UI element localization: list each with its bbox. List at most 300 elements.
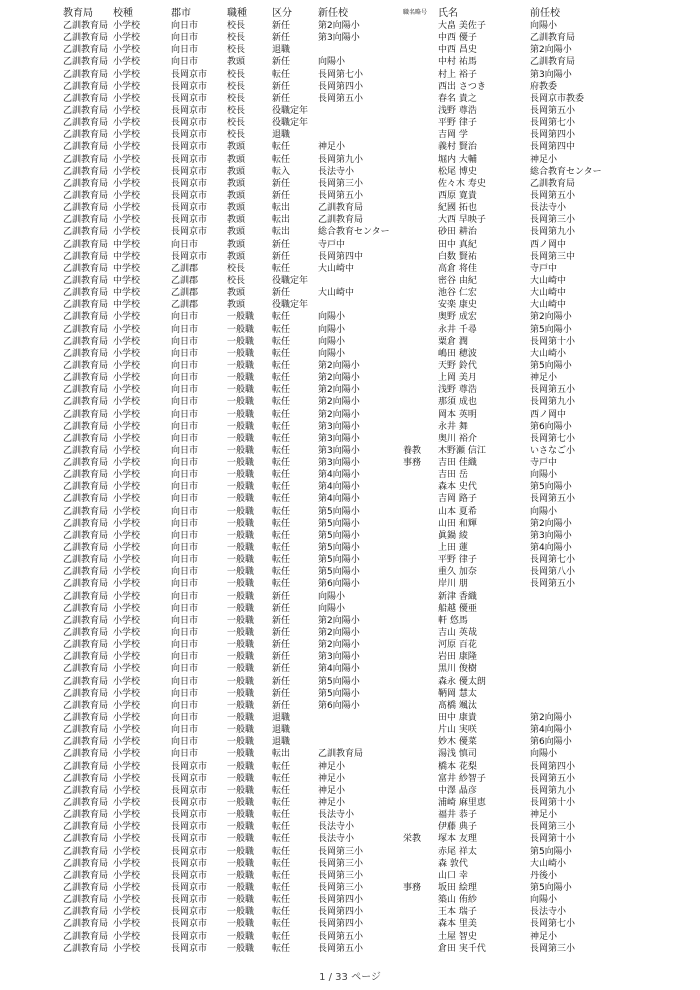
cell-position: 一般職 [227,615,255,626]
cell-category: 転任 [272,846,291,857]
cell-new-school: 第2向陽小 [318,640,360,651]
cell-new-school: 長岡第三小 [318,846,364,857]
table-row [0,688,700,700]
cell-bureau: 乙訓教育局 [63,421,109,432]
table-row [0,44,700,56]
cell-bureau: 乙訓教育局 [63,45,109,56]
cell-position: 一般職 [227,688,255,699]
cell-city: 長岡京市 [171,895,208,906]
cell-bureau: 乙訓教育局 [63,458,109,469]
cell-previous-school: 長岡第五小 [530,105,576,116]
cell-category: 転任 [272,385,291,396]
cell-previous-school: 総合教育センター [530,166,602,177]
cell-previous-school: 長岡第七小 [530,118,576,129]
cell-position: 教頭 [227,142,246,153]
cell-previous-school: 長岡第十小 [530,798,576,808]
cell-category: 転出 [272,749,291,760]
cell-position: 一般職 [227,555,255,566]
table-row [0,324,700,336]
table-row [0,554,700,566]
table-row [0,348,700,360]
cell-position: 一般職 [227,652,255,663]
table-row [0,178,700,190]
cell-new-school: 向陽小 [318,324,346,335]
cell-name: 天野 鈴代 [438,360,477,371]
table-row [0,712,700,724]
cell-new-school: 第2向陽小 [318,397,360,408]
cell-bureau: 乙訓教育局 [63,785,109,796]
cell-name: 河原 百花 [438,640,477,651]
cell-name: 浦崎 麻里恵 [438,798,486,808]
table-row [0,506,700,518]
cell-category: 転任 [272,433,291,444]
cell-position: 一般職 [227,676,255,687]
cell-new-school: 向陽小 [318,591,346,602]
cell-category: 転任 [272,919,291,930]
cell-city: 向日市 [171,615,199,626]
cell-bureau: 乙訓教育局 [63,943,109,954]
cell-previous-school: 長岡第九小 [530,397,576,408]
cell-bureau: 乙訓教育局 [63,882,109,893]
cell-new-school: 第5向陽小 [318,676,360,687]
table-row [0,433,700,445]
table-row [0,615,700,627]
cell-school-type: 小学校 [113,713,141,724]
cell-previous-school: 長岡第五小 [530,579,576,590]
cell-new-school: 長岡第四小 [318,895,364,906]
cell-name: 吉田 佳織 [438,458,477,469]
cell-bureau: 乙訓教育局 [63,203,109,214]
cell-name: 山本 夏希 [438,506,477,517]
cell-category: 転任 [272,931,291,942]
cell-bureau: 乙訓教育局 [63,822,109,833]
cell-name: 山田 和輝 [438,518,477,529]
cell-name: 吉田 岳 [438,470,468,481]
cell-school-type: 小学校 [113,822,141,833]
cell-city: 向日市 [171,530,199,541]
cell-position: 一般職 [227,713,255,724]
cell-bureau: 乙訓教育局 [63,385,109,396]
cell-bureau: 乙訓教育局 [63,360,109,371]
cell-school-type: 小学校 [113,57,141,68]
cell-previous-school: 第2向陽小 [530,45,572,56]
table-row [0,846,700,858]
cell-bureau: 乙訓教育局 [63,324,109,335]
cell-position: 校長 [227,275,246,286]
cell-category: 転任 [272,373,291,384]
cell-position: 一般職 [227,506,255,517]
cell-school-type: 小学校 [113,725,141,736]
cell-city: 向日市 [171,567,199,578]
cell-category: 新任 [272,178,291,189]
cell-school-type: 小学校 [113,858,141,869]
cell-school-type: 小学校 [113,676,141,687]
cell-city: 長岡京市 [171,943,208,954]
cell-previous-school: 神足小 [530,810,558,821]
cell-name: 山口 幸 [438,870,468,881]
cell-name: 福井 恭子 [438,810,477,821]
cell-school-type: 小学校 [113,69,141,80]
cell-city: 長岡京市 [171,154,208,165]
cell-name: 中村 祐馬 [438,57,477,68]
cell-position: 一般職 [227,725,255,736]
cell-name: 岩田 康隆 [438,652,477,663]
cell-bureau: 乙訓教育局 [63,494,109,505]
cell-previous-school: 第5向陽小 [530,360,572,371]
cell-new-school: 第5向陽小 [318,530,360,541]
cell-new-school: 第4向陽小 [318,494,360,505]
cell-city: 向日市 [171,494,199,505]
cell-new-school: 神足小 [318,761,346,772]
cell-city: 向日市 [171,421,199,432]
table-row [0,627,700,639]
cell-category: 転任 [272,348,291,359]
cell-school-type: 小学校 [113,798,141,808]
cell-city: 向日市 [171,652,199,663]
cell-bureau: 乙訓教育局 [63,482,109,493]
table-row [0,275,700,287]
cell-previous-school: 神足小 [530,931,558,942]
cell-name: 岸川 朋 [438,579,468,590]
cell-position: 一般職 [227,822,255,833]
cell-new-school: 寺戸中 [318,239,346,250]
cell-name: 赤尾 祥太 [438,846,477,857]
cell-new-school: 大山崎中 [318,263,355,274]
cell-position: 一般職 [227,397,255,408]
cell-city: 向日市 [171,458,199,469]
cell-bureau: 乙訓教育局 [63,178,109,189]
cell-previous-school: 向陽小 [530,470,558,481]
cell-bureau: 乙訓教育局 [63,640,109,651]
cell-city: 長岡京市 [171,773,208,784]
cell-category: 新任 [272,288,291,299]
cell-new-school: 第2向陽小 [318,21,360,31]
cell-new-school: 乙訓教育局 [318,749,364,760]
cell-city: 向日市 [171,676,199,687]
cell-position: 一般職 [227,907,255,918]
cell-position: 一般職 [227,530,255,541]
cell-bureau: 乙訓教育局 [63,166,109,177]
cell-city: 向日市 [171,579,199,590]
cell-school-type: 小学校 [113,130,141,141]
cell-name: 田中 康貴 [438,713,477,724]
cell-name: 中西 優子 [438,33,477,44]
cell-new-school: 第4向陽小 [318,482,360,493]
cell-school-type: 小学校 [113,931,141,942]
cell-position: 一般職 [227,931,255,942]
cell-city: 長岡京市 [171,798,208,808]
table-row [0,56,700,68]
cell-school-type: 小学校 [113,567,141,578]
cell-new-school: 長法寺小 [318,810,355,821]
cell-position: 一般職 [227,482,255,493]
table-row [0,263,700,275]
cell-bureau: 乙訓教育局 [63,749,109,760]
cell-city: 長岡京市 [171,142,208,153]
cell-category: 転任 [272,943,291,954]
cell-category: 新任 [272,688,291,699]
cell-new-school: 乙訓教育局 [318,215,364,226]
cell-previous-school: 乙訓教育局 [530,57,576,68]
cell-previous-school: 第2向陽小 [530,312,572,323]
cell-position: 一般職 [227,628,255,639]
cell-school-type: 小学校 [113,154,141,165]
cell-bureau: 乙訓教育局 [63,105,109,116]
cell-position: 校長 [227,33,246,44]
cell-school-type: 小学校 [113,482,141,493]
table-row [0,943,700,955]
table-row [0,81,700,93]
cell-name: 砂田 耕治 [438,227,477,238]
header-title-abbrev: 職名略号 [403,9,428,16]
cell-city: 長岡京市 [171,203,208,214]
cell-category: 転出 [272,215,291,226]
cell-position: 一般職 [227,798,255,808]
cell-name: 吉岡 路子 [438,494,477,505]
cell-bureau: 乙訓教育局 [63,275,109,286]
cell-previous-school: 大山崎中 [530,288,567,299]
cell-city: 向日市 [171,482,199,493]
cell-position: 一般職 [227,324,255,335]
cell-school-type: 小学校 [113,118,141,129]
cell-previous-school: 長法寺小 [530,203,567,214]
cell-city: 向日市 [171,397,199,408]
cell-bureau: 乙訓教育局 [63,919,109,930]
cell-city: 長岡京市 [171,822,208,833]
cell-school-type: 小学校 [113,640,141,651]
table-row [0,651,700,663]
cell-city: 長岡京市 [171,69,208,80]
table-row [0,578,700,590]
cell-name: 大西 早映子 [438,215,486,226]
cell-category: 転任 [272,482,291,493]
table-row [0,117,700,129]
cell-name: 上田 蓮 [438,543,468,554]
cell-position: 一般職 [227,761,255,772]
cell-new-school: 向陽小 [318,348,346,359]
cell-school-type: 小学校 [113,688,141,699]
cell-new-school: 第3向陽小 [318,433,360,444]
cell-bureau: 乙訓教育局 [63,773,109,784]
cell-new-school: 第6向陽小 [318,700,360,711]
cell-city: 向日市 [171,45,199,56]
table-row [0,663,700,675]
table-row [0,821,700,833]
cell-category: 転任 [272,530,291,541]
cell-previous-school: 第5向陽小 [530,482,572,493]
cell-new-school: 第3向陽小 [318,445,360,456]
table-row [0,421,700,433]
cell-category: 転任 [272,458,291,469]
cell-school-type: 小学校 [113,385,141,396]
cell-school-type: 小学校 [113,785,141,796]
cell-new-school: 第5向陽小 [318,555,360,566]
cell-category: 転任 [272,312,291,323]
cell-previous-school: 向陽小 [530,21,558,31]
cell-previous-school: 大山崎小 [530,858,567,869]
table-row [0,603,700,615]
cell-position: 一般職 [227,943,255,954]
cell-category: 転任 [272,445,291,456]
cell-school-type: 小学校 [113,846,141,857]
cell-school-type: 小学校 [113,45,141,56]
cell-category: 転任 [272,324,291,335]
cell-name: 塚本 友理 [438,834,477,845]
cell-previous-school: 第3向陽小 [530,530,572,541]
table-row [0,360,700,372]
cell-name: 松尾 博史 [438,166,477,177]
cell-name: 妙木 優菜 [438,737,477,748]
cell-new-school: 向陽小 [318,57,346,68]
cell-bureau: 乙訓教育局 [63,336,109,347]
cell-new-school: 長岡第七小 [318,69,364,80]
cell-position: 一般職 [227,882,255,893]
cell-position: 一般職 [227,373,255,384]
cell-category: 転任 [272,263,291,274]
cell-new-school: 長岡第四小 [318,907,364,918]
cell-bureau: 乙訓教育局 [63,33,109,44]
cell-school-type: 小学校 [113,494,141,505]
table-row [0,773,700,785]
table-row [0,518,700,530]
table-row [0,918,700,930]
cell-name: 粟倉 潤 [438,336,468,347]
cell-new-school: 第2向陽小 [318,409,360,420]
cell-bureau: 乙訓教育局 [63,931,109,942]
cell-city: 乙訓郡 [171,263,199,274]
cell-name: 那須 成也 [438,397,477,408]
cell-school-type: 小学校 [113,166,141,177]
cell-position: 教頭 [227,154,246,165]
cell-school-type: 小学校 [113,518,141,529]
cell-position: 一般職 [227,518,255,529]
cell-new-school: 長法寺小 [318,834,355,845]
cell-name: 木野瀬 信江 [438,445,486,456]
table-row [0,105,700,117]
cell-bureau: 乙訓教育局 [63,239,109,250]
cell-city: 長岡京市 [171,810,208,821]
cell-name: 西原 寛貴 [438,190,477,201]
table-body [0,20,700,955]
cell-previous-school: 西ノ岡中 [530,239,567,250]
cell-position: 教頭 [227,57,246,68]
cell-position: 教頭 [227,203,246,214]
cell-category: 退職 [272,713,291,724]
cell-school-type: 小学校 [113,470,141,481]
cell-school-type: 小学校 [113,203,141,214]
cell-previous-school: 第6向陽小 [530,421,572,432]
table-row [0,566,700,578]
cell-bureau: 乙訓教育局 [63,810,109,821]
cell-bureau: 乙訓教育局 [63,470,109,481]
cell-position: 校長 [227,45,246,56]
table-row [0,882,700,894]
cell-city: 長岡京市 [171,931,208,942]
cell-category: 転任 [272,579,291,590]
cell-name: 森本 史代 [438,482,477,493]
cell-previous-school: 第4向陽小 [530,543,572,554]
cell-city: 長岡京市 [171,118,208,129]
cell-position: 教頭 [227,251,246,262]
cell-category: 転任 [272,773,291,784]
table-row [0,493,700,505]
cell-school-type: 小学校 [113,458,141,469]
cell-new-school: 長岡第九小 [318,154,364,165]
cell-bureau: 乙訓教育局 [63,57,109,68]
cell-new-school: 長岡第四中 [318,251,364,262]
cell-name: 堀内 大輔 [438,154,477,165]
cell-school-type: 小学校 [113,397,141,408]
table-row [0,93,700,105]
cell-category: 新任 [272,603,291,614]
cell-category: 新任 [272,93,291,104]
cell-previous-school: 長岡第五小 [530,494,576,505]
cell-category: 役職定年 [272,105,309,116]
cell-category: 転任 [272,506,291,517]
cell-category: 転任 [272,409,291,420]
cell-position: 校長 [227,105,246,116]
page-footer: 1 / 33 ページ [319,972,381,983]
cell-name: 髙橋 颯汰 [438,700,477,711]
cell-new-school: 第2向陽小 [318,628,360,639]
cell-position: 教頭 [227,166,246,177]
cell-name: 森 敦代 [438,858,468,869]
cell-category: 転任 [272,360,291,371]
cell-previous-school: 長岡第五小 [530,385,576,396]
cell-previous-school: 第5向陽小 [530,882,572,893]
cell-school-type: 小学校 [113,603,141,614]
cell-title-abbrev: 事務 [403,458,422,469]
cell-city: 向日市 [171,700,199,711]
cell-new-school: 第4向陽小 [318,470,360,481]
table-row [0,676,700,688]
cell-bureau: 乙訓教育局 [63,555,109,566]
cell-position: 一般職 [227,409,255,420]
cell-city: 向日市 [171,749,199,760]
cell-name: 密谷 由紀 [438,275,477,286]
cell-bureau: 乙訓教育局 [63,603,109,614]
cell-position: 教頭 [227,178,246,189]
cell-position: 一般職 [227,543,255,554]
cell-city: 長岡京市 [171,846,208,857]
cell-position: 一般職 [227,870,255,881]
table-row [0,214,700,226]
cell-city: 乙訓郡 [171,300,199,311]
cell-school-type: 小学校 [113,81,141,92]
cell-school-type: 小学校 [113,312,141,323]
cell-name: 中西 昌史 [438,45,477,56]
table-row [0,129,700,141]
table-row [0,141,700,153]
cell-school-type: 小学校 [113,360,141,371]
cell-school-type: 小学校 [113,105,141,116]
table-row [0,785,700,797]
cell-category: 退職 [272,725,291,736]
cell-previous-school: 長岡第十小 [530,336,576,347]
cell-previous-school: 大山崎中 [530,300,567,311]
cell-category: 転任 [272,907,291,918]
cell-category: 転任 [272,882,291,893]
cell-name: 船越 優亜 [438,603,477,614]
cell-bureau: 乙訓教育局 [63,69,109,80]
cell-previous-school: 寺戸中 [530,458,558,469]
cell-bureau: 乙訓教育局 [63,895,109,906]
cell-name: 永井 舞 [438,421,468,432]
header-city: 郡市 [171,8,191,19]
cell-new-school: 長岡第四小 [318,81,364,92]
cell-category: 転任 [272,397,291,408]
cell-school-type: 小学校 [113,336,141,347]
